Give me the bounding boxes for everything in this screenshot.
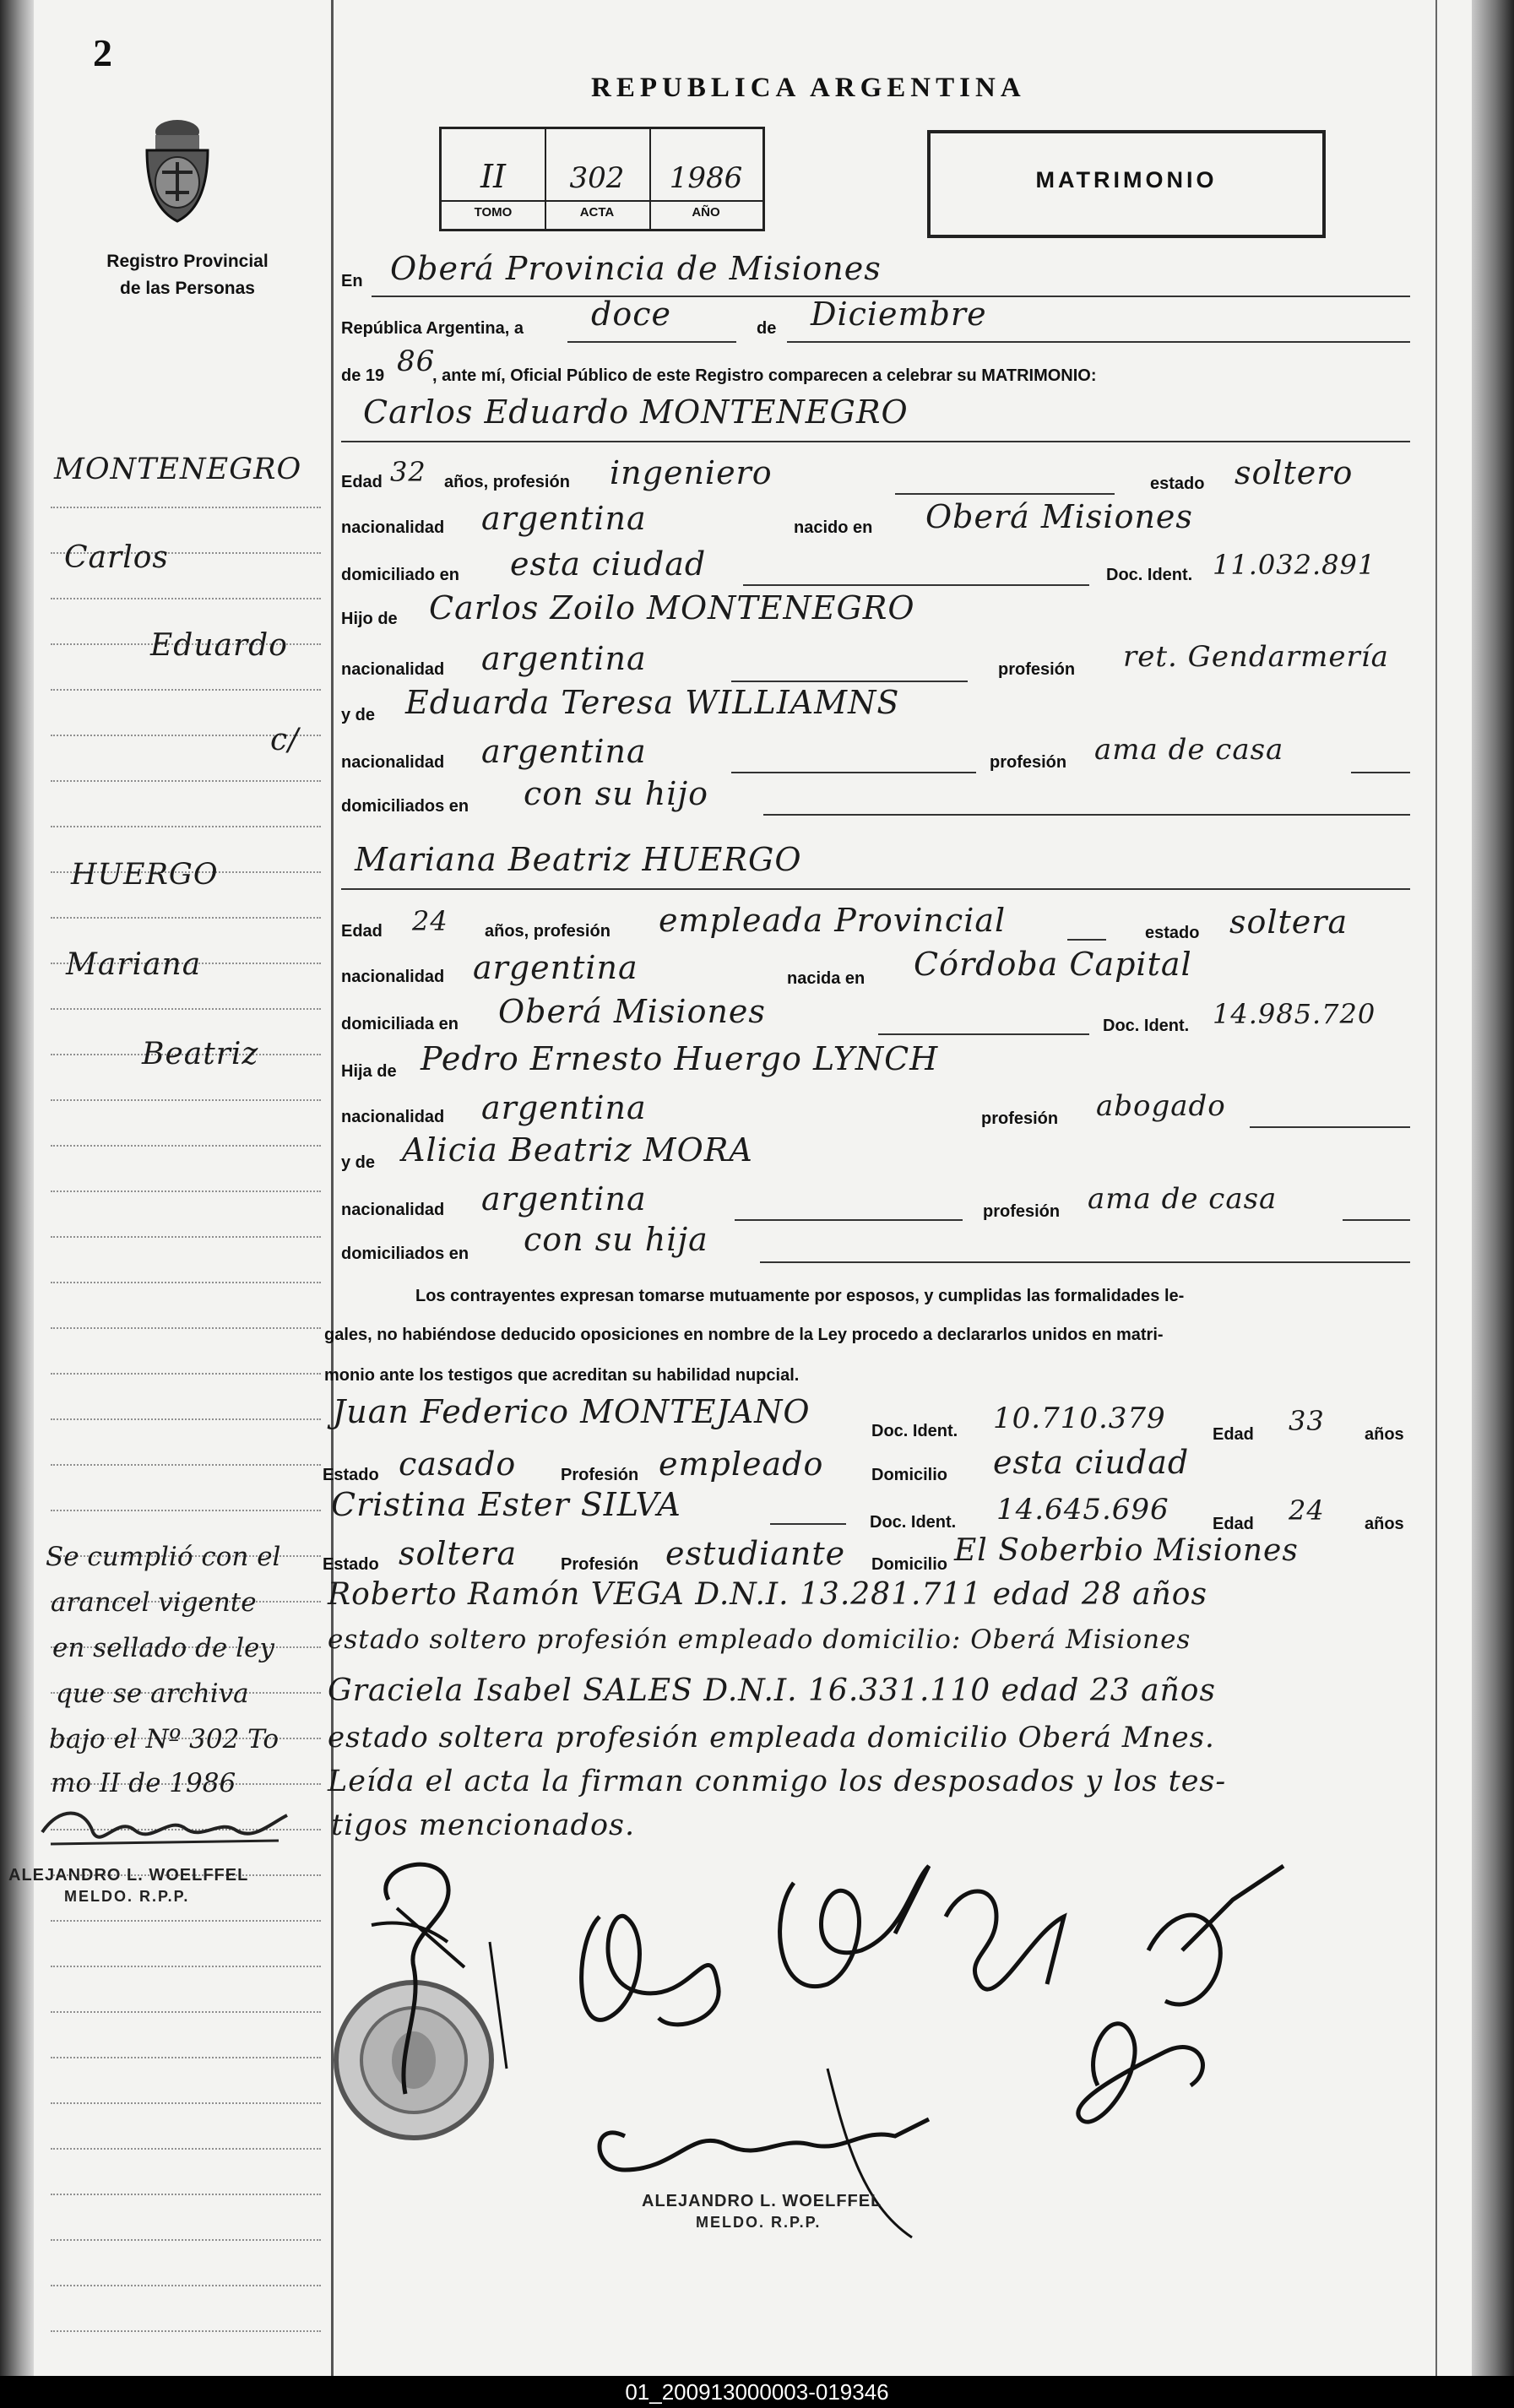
- tomo-label: TOMO: [474, 205, 513, 220]
- witness2-estado-label: Estado: [323, 1555, 379, 1574]
- witness1-anos-label: años: [1365, 1425, 1404, 1444]
- groom-mother-nat-underline: [731, 772, 976, 773]
- margin-conj: c/: [270, 723, 300, 757]
- groom-doc-label: Doc. Ident.: [1106, 566, 1193, 584]
- groom-nationality: argentina: [481, 500, 647, 537]
- box-rule: [442, 200, 762, 202]
- bride-domicile: Oberá Misiones: [498, 993, 766, 1030]
- margin-rule-line: [51, 2239, 321, 2241]
- margin-rule-line: [51, 2011, 321, 2013]
- day-underline: [567, 341, 736, 343]
- witness3-line: Roberto Ramón VEGA D.N.I. 13.281.711 edad 28 años: [328, 1577, 1207, 1612]
- groom-name-underline: [341, 441, 1410, 442]
- republica-label: República Argentina, a: [341, 319, 524, 338]
- bride-domicile-underline: [878, 1033, 1089, 1035]
- margin-rule-line: [51, 1327, 321, 1329]
- groom-mother-nationality: argentina: [481, 733, 647, 770]
- registry-line-1: Registro Provincial: [106, 252, 269, 271]
- witness2-profession: estudiante: [665, 1535, 846, 1572]
- bride-father-nationality: argentina: [481, 1089, 647, 1126]
- groom-father-nat-label: nacionalidad: [341, 660, 445, 679]
- margin-given-1: Carlos: [64, 540, 169, 575]
- groom-domicilio-label: domiciliado en: [341, 566, 460, 584]
- margin-rule-line: [51, 2194, 321, 2195]
- margin-note-line-3: en sellado de ley: [52, 1633, 274, 1663]
- groom-profesion-label: años, profesión: [444, 473, 570, 491]
- margin-rule-line: [51, 1510, 321, 1511]
- groom-edad-label: Edad: [341, 473, 383, 491]
- groom-father-profession: ret. Gendarmería: [1123, 640, 1389, 674]
- signatures-area: [321, 1815, 1419, 2254]
- margin-rule-line: [51, 1008, 321, 1010]
- margin-rule-line: [51, 2057, 321, 2058]
- bride-mother-nat-underline: [735, 1219, 963, 1221]
- day-value: doce: [591, 296, 671, 333]
- groom-mother-nat-label: nacionalidad: [341, 753, 445, 772]
- bride-profession: empleada Provincial: [659, 902, 1007, 939]
- witness1-status: casado: [399, 1445, 517, 1483]
- groom-father-nationality: argentina: [481, 640, 647, 677]
- witness4-details: estado soltera profesión empleada domicilio Oberá Mnes.: [328, 1721, 1215, 1754]
- margin-note-line-2: arancel vigente: [51, 1587, 257, 1618]
- image-id-footer: 01_200913000003-019346: [0, 2376, 1514, 2408]
- groom-domicile-underline: [743, 584, 1089, 586]
- groom-birthplace: Oberá Misiones: [925, 498, 1193, 535]
- bride-estado-label: estado: [1145, 924, 1200, 942]
- witness2-status: soltera: [399, 1535, 518, 1572]
- margin-rule-line: [51, 1099, 321, 1101]
- bride-parents-dom-label: domiciliados en: [341, 1245, 469, 1263]
- witness1-estado-label: Estado: [323, 1466, 379, 1484]
- page-number: 2: [93, 31, 112, 74]
- declaration-line-1: Los contrayentes expresan tomarse mutuamente por esposos, y cumplidas las formalidades le-: [415, 1287, 1185, 1305]
- bride-doc: 14.985.720: [1213, 998, 1376, 1030]
- margin-rule-line: [51, 2330, 321, 2332]
- bride-mother-nat-label: nacionalidad: [341, 1201, 445, 1219]
- margin-given-3: Mariana: [66, 947, 202, 982]
- margin-stamp-line-1: ALEJANDRO L. WOELFFEL: [8, 1866, 249, 1885]
- bride-age: 24: [412, 905, 448, 937]
- bride-status: soltera: [1229, 903, 1348, 941]
- witness2-name: Cristina Ester SILVA: [331, 1486, 681, 1523]
- groom-hijo-label: Hijo de: [341, 610, 398, 628]
- witness1-dom-label: Domicilio: [871, 1466, 948, 1484]
- groom-parents-domicile: con su hijo: [524, 775, 709, 812]
- country-heading: REPUBLICA ARGENTINA: [591, 73, 1026, 103]
- bride-profession-underline: [1067, 939, 1106, 941]
- margin-note-line-4: que se archiva: [56, 1679, 249, 1709]
- margin-given-4: Beatriz: [142, 1037, 259, 1071]
- margin-note-line-6: mo II de 1986: [51, 1768, 236, 1798]
- de-label: de: [757, 319, 777, 338]
- margin-note-line-1: Se cumplió con el: [46, 1542, 281, 1572]
- margin-rule-line: [51, 917, 321, 919]
- witness1-prof-label: Profesión: [561, 1466, 639, 1484]
- bride-yde-label: y de: [341, 1153, 376, 1172]
- bride-name-underline: [341, 888, 1410, 890]
- witness2-prof-label: Profesión: [561, 1555, 639, 1574]
- margin-note-line-5: bajo el Nº 302 To: [49, 1724, 279, 1754]
- margin-surname-2: HUERGO: [71, 858, 219, 892]
- margin-rule-line: [51, 826, 321, 827]
- witness2-doc: 14.645.696: [996, 1493, 1169, 1527]
- groom-doc: 11.032.891: [1213, 549, 1376, 581]
- margin-given-2: Eduardo: [150, 628, 288, 663]
- margin-stamp-line-2: MELDO. R.P.P.: [64, 1888, 190, 1905]
- bride-edad-label: Edad: [341, 922, 383, 941]
- margin-rule-line: [51, 780, 321, 782]
- bride-doc-label: Doc. Ident.: [1103, 1017, 1190, 1035]
- groom-mother-profession: ama de casa: [1094, 733, 1284, 767]
- bride-nationality: argentina: [473, 949, 638, 986]
- margin-surname-1: MONTENEGRO: [54, 453, 302, 486]
- ano-value: 1986: [669, 161, 743, 195]
- bride-mother-profession: ama de casa: [1088, 1182, 1278, 1216]
- witness1-name: Juan Federico MONTEJANO: [333, 1393, 811, 1430]
- page-edge: [1472, 0, 1514, 2376]
- witness1-profession: empleado: [659, 1445, 824, 1483]
- bride-parents-domicile: con su hija: [524, 1221, 708, 1258]
- closing-line-1: Leída el acta la firman conmigo los desposados y los tes-: [328, 1765, 1227, 1798]
- bride-hija-label: Hija de: [341, 1062, 397, 1081]
- intro-statement: , ante mí, Oficial Público de este Registro comparecen a celebrar su MATRIMONIO:: [432, 366, 1097, 385]
- witness2-anos-label: años: [1365, 1515, 1404, 1533]
- bride-domicilio-label: domiciliada en: [341, 1015, 459, 1033]
- bride-nacida-label: nacida en: [787, 969, 866, 988]
- bride-father-profession: abogado: [1096, 1089, 1226, 1123]
- witness2-domicile: El Soberbio Misiones: [954, 1533, 1299, 1568]
- bride-mother-prof-underline: [1343, 1219, 1410, 1221]
- month-underline: [787, 341, 1410, 343]
- record-number-box: [439, 127, 765, 231]
- bottom-stamp-line-1: ALEJANDRO L. WOELFFEL: [642, 2192, 882, 2210]
- en-label: En: [341, 272, 363, 290]
- margin-rule-line: [51, 2102, 321, 2104]
- bride-father-prof-underline: [1250, 1126, 1410, 1128]
- groom-parents-dom-label: domiciliados en: [341, 797, 469, 816]
- groom-father-nat-underline: [731, 681, 968, 682]
- groom-mother-prof-label: profesión: [990, 753, 1067, 772]
- margin-rule-line: [51, 598, 321, 599]
- bride-full-name: Mariana Beatriz HUERGO: [355, 841, 802, 878]
- witness1-doc-label: Doc. Ident.: [871, 1422, 958, 1440]
- year-prefix: de 19: [341, 366, 385, 385]
- groom-status: soltero: [1235, 454, 1354, 491]
- tomo-value: II: [480, 158, 507, 195]
- witness2-doc-label: Doc. Ident.: [870, 1513, 957, 1532]
- groom-domicile: esta ciudad: [510, 545, 707, 583]
- margin-rule-line: [51, 2285, 321, 2286]
- margin-rule-line: [51, 1373, 321, 1375]
- year-suffix: 86: [397, 344, 436, 378]
- groom-estado-label: estado: [1150, 475, 1205, 493]
- bride-father-prof-label: profesión: [981, 1109, 1059, 1128]
- margin-rule-line: [51, 507, 321, 508]
- month-value: Diciembre: [811, 296, 987, 333]
- place-value: Oberá Provincia de Misiones: [390, 250, 882, 287]
- groom-age: 32: [390, 456, 426, 488]
- groom-profession: ingeniero: [610, 454, 773, 491]
- groom-mother: Eduarda Teresa WILLIAMNS: [405, 684, 900, 721]
- act-type-label: MATRIMONIO: [1035, 167, 1218, 193]
- margin-signature: [34, 1798, 296, 1858]
- ano-label: AÑO: [692, 205, 720, 220]
- groom-profession-underline: [895, 493, 1115, 495]
- bride-mother-prof-label: profesión: [983, 1202, 1061, 1221]
- bride-mother-nationality: argentina: [481, 1180, 647, 1218]
- groom-full-name: Carlos Eduardo MONTENEGRO: [363, 393, 909, 431]
- witness2-dom-label: Domicilio: [871, 1555, 948, 1574]
- declaration-line-2: gales, no habiéndose deducido oposiciones en nombre de la Ley procedo a declararlos unidos en matri-: [324, 1326, 1164, 1344]
- groom-nationality-label: nacionalidad: [341, 518, 445, 537]
- closing-line-2: tigos mencionados.: [331, 1809, 636, 1842]
- witness3-details: estado soltero profesión empleado domicilio: Oberá Misiones: [328, 1624, 1191, 1655]
- witness1-domicile: esta ciudad: [993, 1444, 1190, 1481]
- right-border-line: [1435, 0, 1437, 2376]
- margin-rule-line: [51, 1236, 321, 1238]
- witness2-edad-label: Edad: [1213, 1515, 1254, 1533]
- groom-mother-prof-underline: [1351, 772, 1410, 773]
- bride-birthplace: Córdoba Capital: [914, 946, 1192, 983]
- bride-father-nat-label: nacionalidad: [341, 1108, 445, 1126]
- bride-father: Pedro Ernesto Huergo LYNCH: [421, 1040, 939, 1077]
- margin-rule-line: [51, 1464, 321, 1466]
- margin-rule-line: [51, 1190, 321, 1192]
- coat-of-arms-emblem: [137, 113, 218, 226]
- groom-parents-dom-underline: [763, 814, 1410, 816]
- act-type-box: [927, 130, 1326, 238]
- registry-line-2: de las Personas: [120, 279, 255, 298]
- margin-rule-line: [51, 1418, 321, 1420]
- bride-parents-dom-underline: [760, 1261, 1410, 1263]
- groom-yde-label: y de: [341, 706, 376, 724]
- bottom-stamp-line-2: MELDO. R.P.P.: [696, 2214, 822, 2231]
- bride-profesion-label: años, profesión: [485, 922, 610, 941]
- witness2-name-underline: [770, 1523, 846, 1525]
- bride-nationality-label: nacionalidad: [341, 968, 445, 986]
- margin-rule-line: [51, 1145, 321, 1147]
- declaration-line-3: monio ante los testigos que acreditan su habilidad nupcial.: [324, 1366, 800, 1385]
- witness2-age: 24: [1289, 1494, 1325, 1527]
- margin-rule-line: [51, 1966, 321, 1967]
- bride-mother: Alicia Beatriz MORA: [402, 1131, 753, 1169]
- groom-father: Carlos Zoilo MONTENEGRO: [429, 589, 915, 626]
- witness1-doc: 10.710.379: [993, 1402, 1166, 1435]
- acta-label: ACTA: [579, 205, 615, 220]
- witness1-age: 33: [1289, 1405, 1325, 1437]
- groom-father-prof-label: profesión: [998, 660, 1076, 679]
- margin-rule-line: [51, 1920, 321, 1922]
- book-binding: [0, 0, 34, 2376]
- witness4-line: Graciela Isabel SALES D.N.I. 16.331.110 edad 23 años: [328, 1673, 1216, 1708]
- margin-rule-line: [51, 2148, 321, 2150]
- margin-rule-line: [51, 1282, 321, 1283]
- groom-nacido-label: nacido en: [794, 518, 873, 537]
- acta-value: 302: [569, 161, 625, 195]
- margin-rule-line: [51, 689, 321, 691]
- witness1-edad-label: Edad: [1213, 1425, 1254, 1444]
